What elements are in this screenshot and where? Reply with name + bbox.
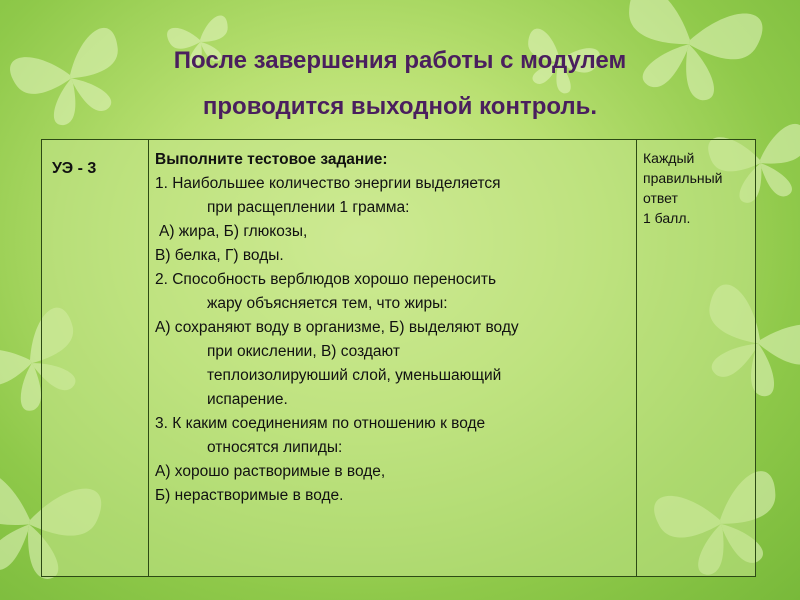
score-content (643, 148, 751, 228)
answer-line: В) белка, Г) воды. (155, 247, 284, 264)
question-line: при расщеплении 1 грамма: (207, 199, 410, 216)
score-line: 1 балл. (643, 210, 691, 226)
title-line: проводится выходной контроль. (202, 93, 598, 120)
module-code: УЭ - 3 (52, 160, 97, 177)
score-line: правильный (643, 170, 723, 186)
question-line: 2. Способность верблюдов хорошо переносить (155, 271, 497, 288)
title-line: После завершения работы с модулем (173, 47, 627, 74)
answer-line: теплоизолируюший слой, уменьшающий (207, 367, 502, 384)
score-cell (637, 140, 755, 576)
task-header: Выполните тестовое задание: (155, 151, 388, 168)
answer-line: испарение. (207, 391, 288, 408)
task-content (155, 148, 629, 508)
module-table (41, 139, 756, 577)
answer-line: А) жира, Б) глюкозы, (159, 223, 308, 240)
question-line: 3. К каким соединениям по отношению к воде (155, 415, 486, 432)
answer-line: Б) нерастворимые в воде. (155, 487, 344, 504)
score-line: Каждый (643, 150, 695, 166)
question-line: 1. Наибольшее количество энергии выделяется (155, 175, 501, 192)
module-cell (42, 140, 149, 576)
question-line: жару объясняется тем, что жиры: (207, 295, 448, 312)
task-cell (149, 140, 637, 576)
score-line: ответ (643, 190, 678, 206)
answer-line: А) сохраняют воду в организме, Б) выделяют воду (155, 319, 519, 336)
answer-line: А) хорошо растворимые в воде, (155, 463, 386, 480)
answer-line: при окислении, В) создают (207, 343, 400, 360)
question-line: относятся липиды: (207, 439, 343, 456)
slide-title (0, 38, 800, 130)
